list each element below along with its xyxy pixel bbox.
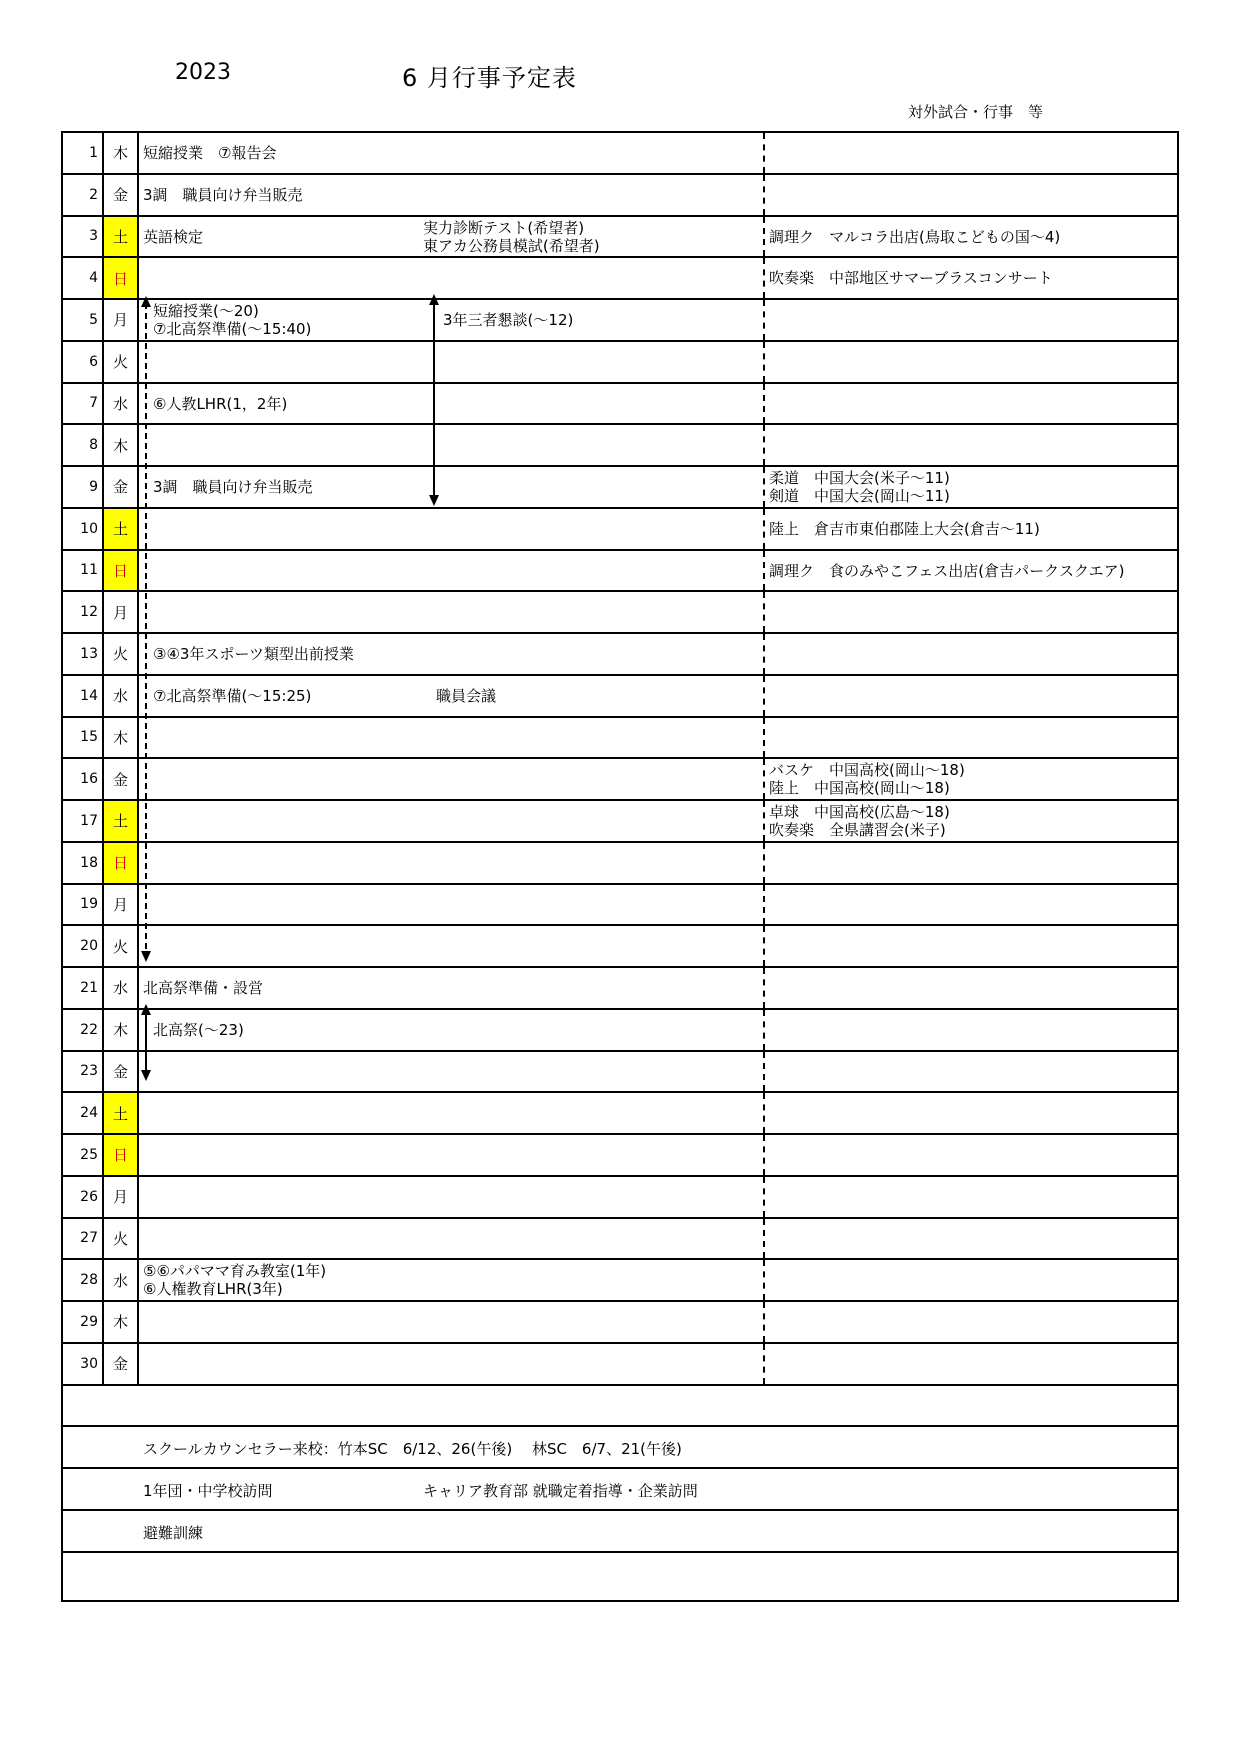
school-events-cell: [139, 1344, 765, 1384]
day-number: 12: [63, 592, 104, 632]
external-event-text: 陸上 倉吉市東伯郡陸上大会(倉吉～11): [769, 519, 1040, 538]
weekday: 木: [104, 1010, 139, 1050]
year: 2023: [175, 60, 231, 85]
table-row: [63, 885, 1177, 927]
day-number: 14: [63, 676, 104, 716]
table-row: [63, 509, 1177, 551]
day-number: 30: [63, 1344, 104, 1384]
day-number: 1: [63, 133, 104, 173]
school-event-text: 短縮授業 ⑦報告会: [143, 144, 277, 162]
weekday: 土: [104, 509, 139, 549]
table-row: [63, 1302, 1177, 1344]
day-number: 10: [63, 509, 104, 549]
external-events-cell: [765, 759, 1177, 799]
weekday: 火: [104, 634, 139, 674]
school-events-cell: [139, 801, 765, 841]
table-row: [63, 175, 1177, 217]
school-events-cell: [139, 1052, 765, 1092]
school-events-cell: [139, 300, 765, 340]
weekday: 金: [104, 175, 139, 215]
table-row: [63, 801, 1177, 843]
day-number: 8: [63, 425, 104, 465]
external-events-cell: [765, 1344, 1177, 1384]
external-events-cell: [765, 718, 1177, 758]
day-number: 2: [63, 175, 104, 215]
weekday: 火: [104, 926, 139, 966]
school-events-cell: [139, 1302, 765, 1342]
school-events-cell: [139, 1010, 765, 1050]
school-event-text: 英語検定: [143, 227, 204, 246]
weekday: 日: [104, 551, 139, 591]
school-events-cell: [139, 1219, 765, 1259]
table-row: [63, 300, 1177, 342]
notes-row: [63, 1386, 1177, 1428]
external-events-cell: [765, 509, 1177, 549]
weekday: 月: [104, 592, 139, 632]
note-text: 1年団・中学校訪問: [143, 1482, 273, 1500]
table-row: [63, 384, 1177, 426]
day-number: 22: [63, 1010, 104, 1050]
table-row: [63, 1135, 1177, 1177]
school-events-cell: [139, 1260, 765, 1300]
weekday: 月: [104, 300, 139, 340]
school-events-cell: [139, 133, 765, 173]
table-row: [63, 1219, 1177, 1261]
weekday: 金: [104, 1344, 139, 1384]
external-events-heading: 対外試合・行事 等: [908, 103, 1044, 121]
notes-row: [63, 1511, 1177, 1553]
weekday: 月: [104, 1177, 139, 1217]
table-row: [63, 926, 1177, 968]
table-row: [63, 592, 1177, 634]
external-events-cell: [765, 801, 1177, 841]
day-number: 7: [63, 384, 104, 424]
note-text: 避難訓練: [143, 1523, 204, 1542]
school-events-cell: [139, 634, 765, 674]
school-event-text: ⑥人教LHR(1，2年): [153, 394, 288, 413]
external-events-cell: [765, 968, 1177, 1008]
school-events-cell: [139, 1177, 765, 1217]
table-row: [63, 718, 1177, 760]
external-events-cell: [765, 1219, 1177, 1259]
table-row: [63, 634, 1177, 676]
school-events-cell: [139, 968, 765, 1008]
school-events-cell: [139, 342, 765, 382]
table-row: [63, 342, 1177, 384]
weekday: 土: [104, 1093, 139, 1133]
day-number: 27: [63, 1219, 104, 1259]
day-number: 9: [63, 467, 104, 507]
day-number: 16: [63, 759, 104, 799]
table-row: [63, 467, 1177, 509]
day-number: 13: [63, 634, 104, 674]
note-text: スクールカウンセラー来校：竹本SC 6/12、26(午後) 林SC 6/7、21(午後): [143, 1440, 682, 1459]
school-event-text: ③④3年スポーツ類型出前授業: [153, 645, 354, 663]
notes-row: [63, 1553, 1177, 1595]
school-event-text-2: 3年三者懇談(～12): [443, 311, 574, 329]
table-row: [63, 676, 1177, 718]
table-row: [63, 1177, 1177, 1219]
weekday: 月: [104, 885, 139, 925]
school-event-text: ⑤⑥パパママ育み教室(1年) ⑥人権教育LHR(3年): [143, 1262, 327, 1299]
external-event-text: 吹奏楽 中部地区サマーブラスコンサート: [769, 269, 1053, 288]
table-row: [63, 843, 1177, 885]
table-row: [63, 1052, 1177, 1094]
school-events-cell: [139, 926, 765, 966]
day-number: 15: [63, 718, 104, 758]
external-events-cell: [765, 1260, 1177, 1300]
external-event-text: 調理ク マルコラ出店(鳥取こどもの国～4): [769, 227, 1061, 246]
table-row: [63, 425, 1177, 467]
external-events-cell: [765, 1177, 1177, 1217]
school-events-cell: [139, 175, 765, 215]
table-row: [63, 551, 1177, 593]
school-events-cell: [139, 258, 765, 298]
external-events-cell: [765, 217, 1177, 257]
external-events-cell: [765, 634, 1177, 674]
page-title: 6 月行事予定表: [402, 64, 577, 92]
external-event-text: 調理ク 食のみやこフェス出店(倉吉パークスクエア): [769, 561, 1125, 580]
weekday: 木: [104, 425, 139, 465]
external-events-cell: [765, 551, 1177, 591]
table-row: [63, 968, 1177, 1010]
external-events-cell: [765, 592, 1177, 632]
school-event-text: 北高祭準備・設営: [143, 979, 264, 997]
day-number: 20: [63, 926, 104, 966]
day-number: 3: [63, 217, 104, 257]
weekday: 金: [104, 759, 139, 799]
school-event-text-2: 職員会議: [436, 686, 497, 705]
weekday: 日: [104, 258, 139, 298]
weekday: 木: [104, 718, 139, 758]
external-events-cell: [765, 1093, 1177, 1133]
weekday: 金: [104, 467, 139, 507]
external-event-text: 柔道 中国大会(米子～11) 剣道 中国大会(岡山～11): [769, 469, 950, 505]
school-event-text: 3調 職員向け弁当販売: [143, 185, 303, 204]
table-row: [63, 1260, 1177, 1302]
day-number: 28: [63, 1260, 104, 1300]
school-events-cell: [139, 1135, 765, 1175]
school-events-cell: [139, 384, 765, 424]
school-event-text: 北高祭(～23): [153, 1020, 244, 1039]
school-events-cell: [139, 676, 765, 716]
external-events-cell: [765, 676, 1177, 716]
school-event-text: ⑦北高祭準備(～15:25): [153, 686, 312, 705]
table-row: [63, 1010, 1177, 1052]
school-events-cell: [139, 217, 765, 257]
notes-row: [63, 1427, 1177, 1469]
table-row: [63, 258, 1177, 300]
weekday: 水: [104, 676, 139, 716]
school-events-cell: [139, 718, 765, 758]
external-event-text: 卓球 中国高校(広島～18) 吹奏楽 全県講習会(米子): [769, 803, 950, 839]
weekday: 土: [104, 801, 139, 841]
day-number: 25: [63, 1135, 104, 1175]
weekday: 日: [104, 843, 139, 883]
school-events-cell: [139, 843, 765, 883]
external-events-cell: [765, 300, 1177, 340]
school-events-cell: [139, 551, 765, 591]
day-number: 4: [63, 258, 104, 298]
external-events-cell: [765, 425, 1177, 465]
school-events-cell: [139, 467, 765, 507]
day-number: 18: [63, 843, 104, 883]
table-row: [63, 217, 1177, 259]
schedule-table: [61, 131, 1179, 1602]
external-events-cell: [765, 1302, 1177, 1342]
day-number: 23: [63, 1052, 104, 1092]
school-events-cell: [139, 592, 765, 632]
day-number: 21: [63, 968, 104, 1008]
external-events-cell: [765, 342, 1177, 382]
school-events-cell: [139, 509, 765, 549]
notes-row: [63, 1469, 1177, 1511]
table-row: [63, 759, 1177, 801]
day-number: 19: [63, 885, 104, 925]
external-events-cell: [765, 384, 1177, 424]
external-events-cell: [765, 926, 1177, 966]
weekday: 土: [104, 217, 139, 257]
external-events-cell: [765, 1010, 1177, 1050]
external-events-cell: [765, 1052, 1177, 1092]
note-text-2: キャリア教育部 就職定着指導・企業訪問: [423, 1482, 698, 1500]
weekday: 水: [104, 384, 139, 424]
day-number: 24: [63, 1093, 104, 1133]
external-events-cell: [765, 175, 1177, 215]
day-number: 26: [63, 1177, 104, 1217]
table-row: [63, 1344, 1177, 1386]
external-events-cell: [765, 1135, 1177, 1175]
school-events-cell: [139, 425, 765, 465]
external-events-cell: [765, 885, 1177, 925]
day-number: 11: [63, 551, 104, 591]
weekday: 日: [104, 1135, 139, 1175]
day-number: 17: [63, 801, 104, 841]
weekday: 水: [104, 1260, 139, 1300]
table-row: [63, 133, 1177, 175]
external-event-text: バスケ 中国高校(岡山～18) 陸上 中国高校(岡山～18): [769, 761, 965, 798]
school-event-text: 3調 職員向け弁当販売: [153, 478, 313, 496]
external-events-cell: [765, 843, 1177, 883]
weekday: 水: [104, 968, 139, 1008]
weekday: 火: [104, 1219, 139, 1259]
external-events-cell: [765, 258, 1177, 298]
day-number: 29: [63, 1302, 104, 1342]
external-events-cell: [765, 467, 1177, 507]
school-event-text: 短縮授業(～20) ⑦北高祭準備(～15:40): [153, 302, 312, 338]
day-number: 6: [63, 342, 104, 382]
school-events-cell: [139, 759, 765, 799]
weekday: 木: [104, 1302, 139, 1342]
table-row: [63, 1093, 1177, 1135]
weekday: 木: [104, 133, 139, 173]
school-events-cell: [139, 1093, 765, 1133]
school-event-text-2: 実力診断テスト(希望者) 東アカ公務員模試(希望者): [423, 218, 600, 255]
school-events-cell: [139, 885, 765, 925]
weekday: 火: [104, 342, 139, 382]
day-number: 5: [63, 300, 104, 340]
external-events-cell: [765, 133, 1177, 173]
weekday: 金: [104, 1052, 139, 1092]
